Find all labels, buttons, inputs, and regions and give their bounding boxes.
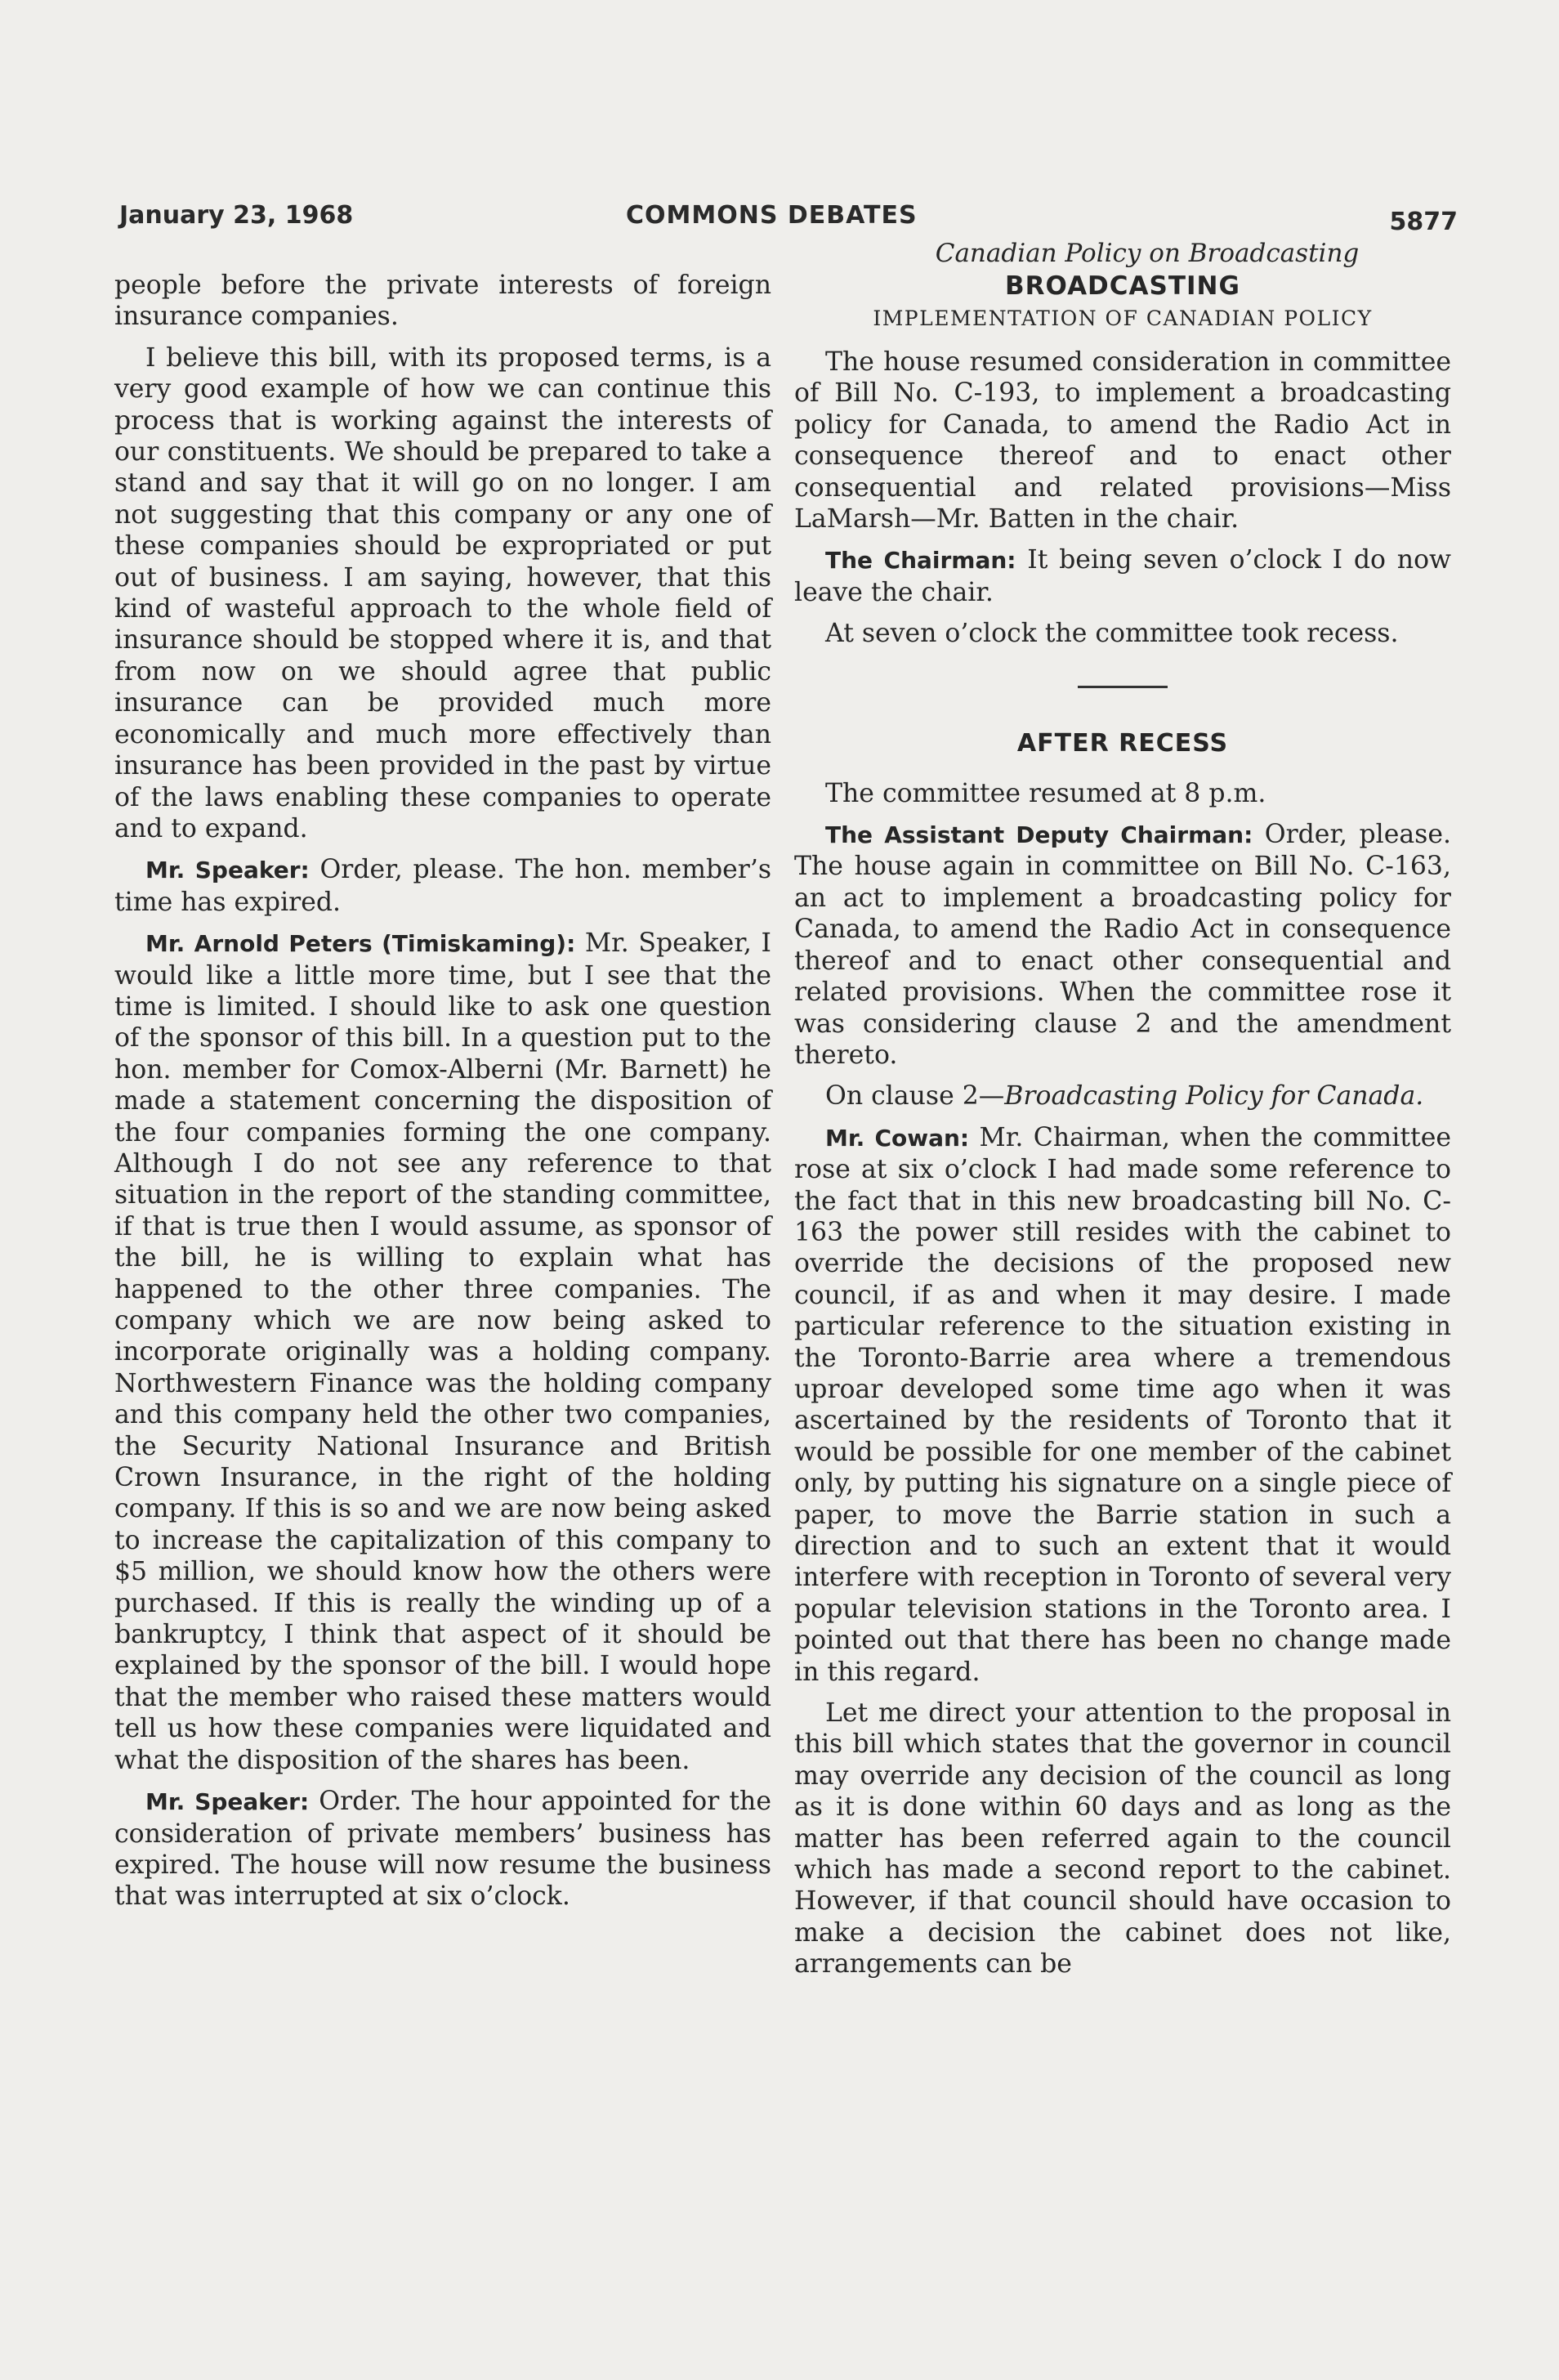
paragraph: The committee resumed at 8 p.m.	[825, 778, 1266, 808]
header-date: January 23, 1968	[119, 201, 354, 230]
page-number: 5877	[1389, 208, 1458, 236]
page-header	[119, 196, 1458, 237]
speech-text: Order. The hour appointed for the consideration of private members’ business has expired. The house will now resume the business that was interrupted at six o’clock.	[114, 1787, 771, 1912]
speaker-name: Mr. Speaker:	[145, 1788, 310, 1816]
paragraph: The house resumed consideration in committee of Bill No. C-193, to implement a broadcasting policy for Canada, to amend the Radio Act in consequence thereof and to enact other consequential and related provisions—Miss LaMarsh—Mr. Batten in the chair.	[794, 347, 1451, 535]
speech-text: Mr. Speaker, I would like a little more time, but I see that the time is limited. I should like to ask one question of the sponsor of this bill. In a question put to the hon. member for Comox-Alberni (Mr. Barnett) he made a statement concerning the disposition of the four companies forming the one company. Although I do not see any reference to that situation in the report of the standing committee, if that is true then I would assume, as sponsor of the bill, he is willing to explain what has happened to the other three companies. The company which we are now being asked to incorporate originally was a holding company. Northwestern Finance was the holding company and this company held the other two companies, the Security National Insurance and British Crown Insurance, in the right of the holding company. If this is so and we are now being asked to increase the capitalization of this company to $5 million, we should know how the others were purchased. If this is really the winding up of a bankruptcy, I think that aspect of it should be explained by the sponsor of the bill. I would hope that the member who raised these matters would tell us how these companies were liquidated and what the disposition of the shares has been.	[114, 928, 772, 1775]
clause-title: Broadcasting Policy for Canada.	[1004, 1081, 1424, 1112]
speaker-name: Mr. Arnold Peters (Timiskaming):	[145, 930, 576, 958]
paragraph: people before the private interests of foreign insurance companies.	[114, 271, 771, 332]
left-column	[114, 270, 771, 1922]
speaker-name: Mr. Cowan:	[825, 1124, 970, 1152]
paragraph	[114, 1786, 771, 1912]
speech-text: Mr. Chairman, when the committee rose at six o’clock I had made some reference to the fact that in this new broadcasting bill No. C-163 the power still resides with the cabinet to override the decisions of the proposed new council, if as and when it may desire. I made particular reference to the situation existing in the Toronto-Barrie area where a tremendous uproar developed some time ago when it was ascertained by the residents of Toronto that it would be possible for one member of the cabinet only, by putting his signature on a single piece of paper, to move the Barrie station in such a direction and to such an extent that it would interfere with reception in Toronto of several very popular television stations in the Toronto area. I pointed out that there has been no change made in this regard.	[794, 1122, 1451, 1687]
section-title: BROADCASTING	[1005, 271, 1240, 301]
clause-prefix: On clause 2—	[825, 1081, 1005, 1112]
paragraph	[794, 819, 1451, 1071]
subsection-title: IMPLEMENTATION OF CANADIAN POLICY	[873, 306, 1373, 330]
speaker-name: The Assistant Deputy Chairman:	[825, 821, 1253, 849]
paragraph: I believe this bill, with its proposed terms, is a very good example of how we can continue this process that is working against the interests of our constituents. We should be prepared to take a stand and say that it will go on no longer. I am not suggesting that this company or any one of these companies should be expropriated or put out of business. I am saying, however, that this kind of wasteful approach to the whole field of insurance should be stopped where it is, and that from now on we should agree that public insurance can be provided much more economically and much more effectively than insurance has been provided in the past by virtue of the laws enabling these companies to operate and to expand.	[114, 342, 771, 843]
paragraph	[794, 544, 1451, 608]
running-head: Canadian Policy on Broadcasting	[935, 239, 1360, 268]
right-column	[794, 237, 1451, 1990]
divider	[1078, 686, 1168, 688]
paragraph: Let me direct your attention to the proposal in this bill which states that the governor in council may override any decision of the council as long as it is done within 60 days and as long as the matter has been referred again to the council which has made a second report to the cabinet. However, if that council should have occasion to make a decision the cabinet does not like, arrangements can be	[794, 1698, 1451, 1980]
paragraph	[794, 1122, 1451, 1688]
paragraph	[114, 928, 771, 1776]
paragraph: At seven o’clock the committee took recess.	[825, 619, 1399, 649]
speaker-name: Mr. Speaker:	[145, 857, 310, 884]
speaker-name: The Chairman:	[825, 547, 1016, 575]
paragraph	[794, 1080, 1451, 1112]
speech-text: Order, please. The house again in committee on Bill No. C-163, an act to implement a broadcasting policy for Canada, to amend the Radio Act in consequence thereof and to enact other consequential and related provisions. When the committee rose it was considering clause 2 and the amendment thereto.	[794, 820, 1452, 1070]
speech-text: It being seven o’clock I do now leave the chair.	[794, 545, 1451, 607]
paragraph	[114, 854, 771, 918]
recess-title: AFTER RECESS	[1016, 728, 1229, 758]
speech-text: Order, please. The hon. member’s time has expired.	[114, 855, 771, 917]
header-title: COMMONS DEBATES	[626, 201, 918, 230]
